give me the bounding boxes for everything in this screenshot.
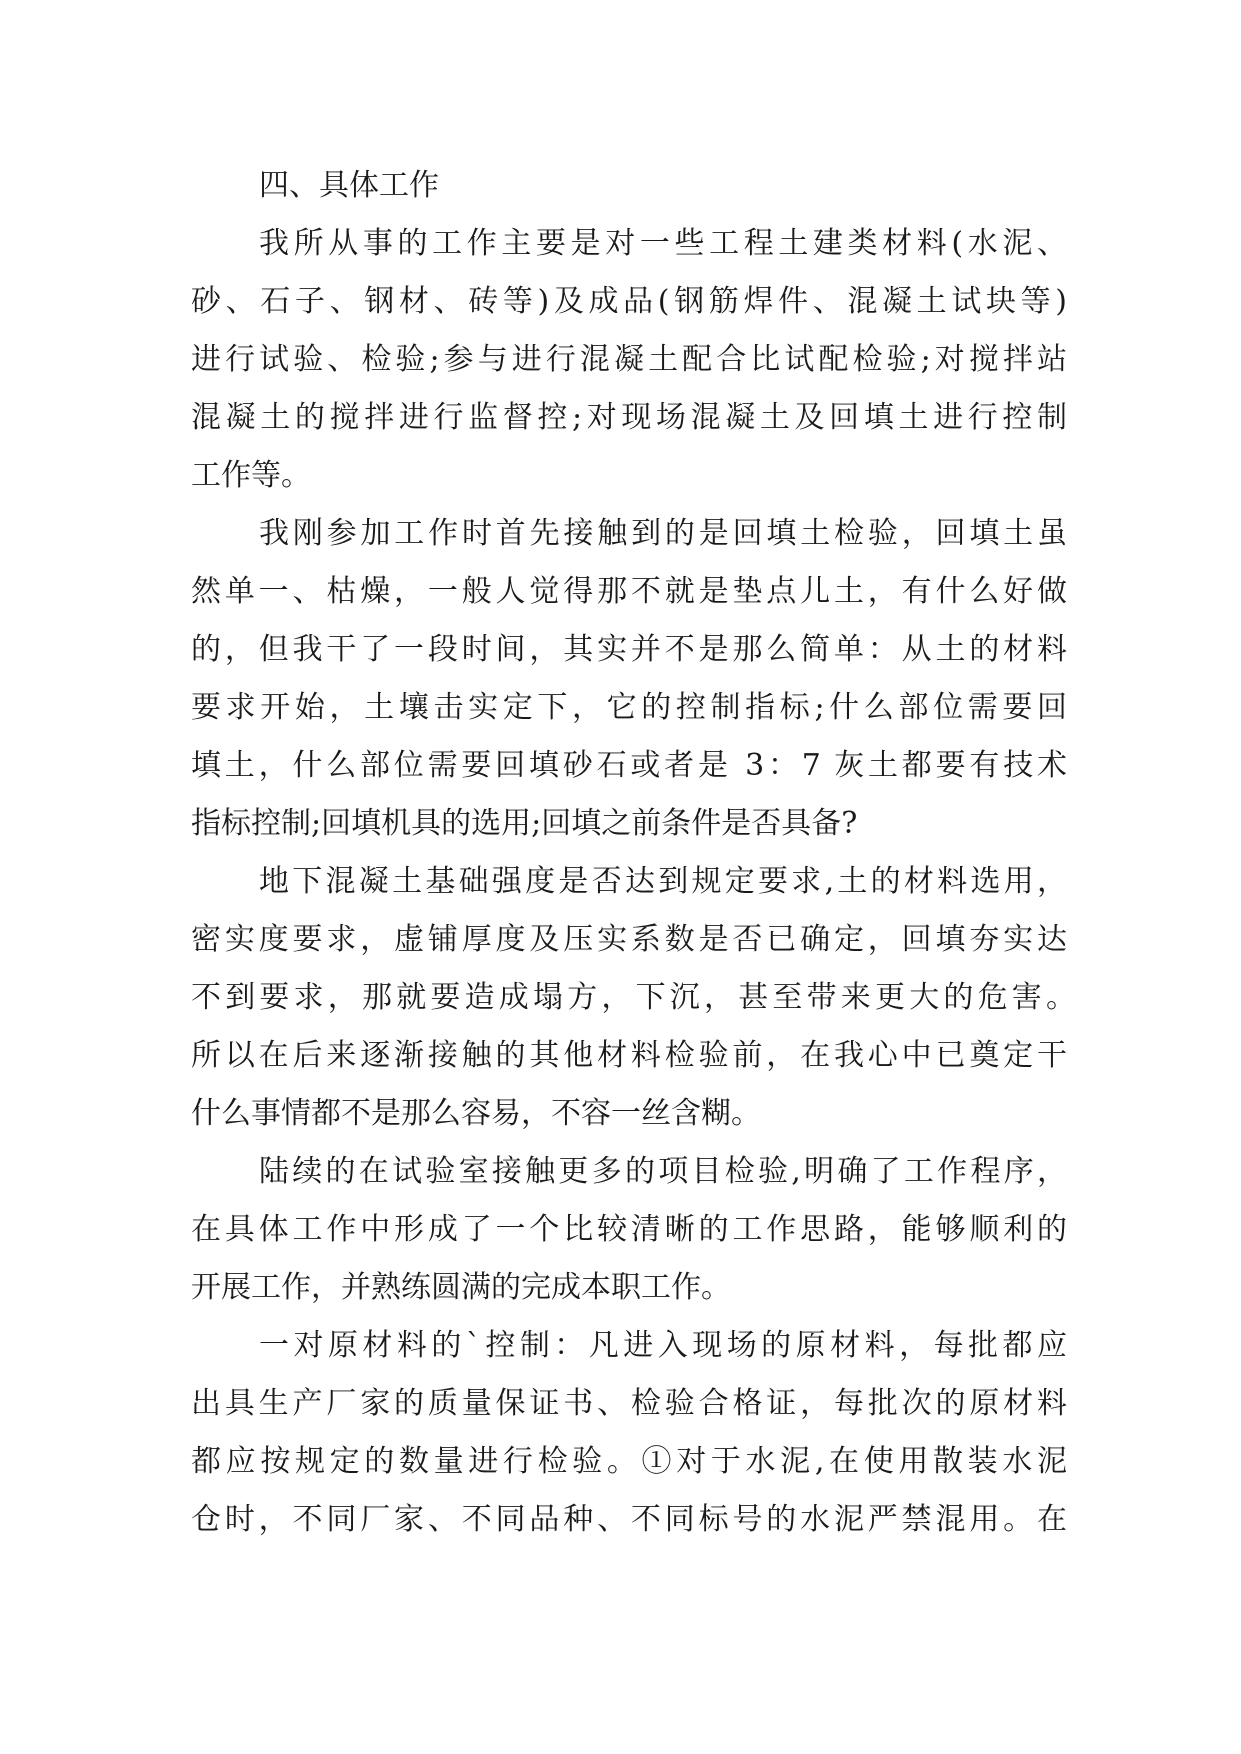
- paragraph-line: 的，但我干了一段时间，其实并不是那么简单：从土的材料: [191, 632, 1067, 667]
- paragraph-line: 我刚参加工作时首先接触到的是回填土检验，回填土虽: [259, 516, 1067, 551]
- paragraph-line: 指标控制;回填机具的选用;回填之前条件是否具备?: [191, 806, 858, 841]
- paragraph-line: 在具体工作中形成了一个比较清晰的工作思路，能够顺利的: [191, 1212, 1067, 1247]
- paragraph-line: 工作等。: [191, 458, 311, 493]
- paragraph-line: 然单一、枯燥，一般人觉得那不就是垫点儿土，有什么好做: [191, 574, 1067, 609]
- paragraph-line: 一对原材料的`控制：凡进入现场的原材料，每批都应: [259, 1328, 1067, 1363]
- paragraph-line: 地下混凝土基础强度是否达到规定要求,土的材料选用，: [259, 864, 1067, 899]
- paragraph-line: 混凝土的搅拌进行监督控;对现场混凝土及回填土进行控制: [191, 400, 1067, 435]
- paragraph-line: 要求开始，土壤击实定下，它的控制指标;什么部位需要回: [191, 690, 1067, 725]
- paragraph-line: 填土，什么部位需要回填砂石或者是 3：7 灰土都要有技术: [191, 748, 1067, 783]
- paragraph-line: 密实度要求，虚铺厚度及压实系数是否已确定，回填夯实达: [191, 922, 1067, 957]
- paragraph-line: 都应按规定的数量进行检验。①对于水泥,在使用散装水泥: [191, 1444, 1067, 1479]
- paragraph-line: 出具生产厂家的质量保证书、检验合格证，每批次的原材料: [191, 1386, 1067, 1421]
- paragraph-line: 仓时，不同厂家、不同品种、不同标号的水泥严禁混用。在: [191, 1502, 1067, 1537]
- paragraph-line: 开展工作，并熟练圆满的完成本职工作。: [191, 1270, 731, 1305]
- paragraph-line: 什么事情都不是那么容易，不容一丝含糊。: [191, 1096, 761, 1131]
- paragraph-line: 陆续的在试验室接触更多的项目检验,明确了工作程序，: [259, 1154, 1067, 1189]
- paragraph-line: 砂、石子、钢材、砖等)及成品(钢筋焊件、混凝土试块等): [191, 284, 1067, 319]
- paragraph-line: 进行试验、检验;参与进行混凝土配合比试配检验;对搅拌站: [191, 342, 1067, 377]
- paragraph-line: 不到要求，那就要造成塌方，下沉，甚至带来更大的危害。: [191, 980, 1076, 1015]
- paragraph-line: 所以在后来逐渐接触的其他材料检验前，在我心中已奠定干: [191, 1038, 1067, 1073]
- section-heading: 四、具体工作: [259, 168, 439, 203]
- paragraph-line: 我所从事的工作主要是对一些工程土建类材料(水泥、: [259, 226, 1067, 261]
